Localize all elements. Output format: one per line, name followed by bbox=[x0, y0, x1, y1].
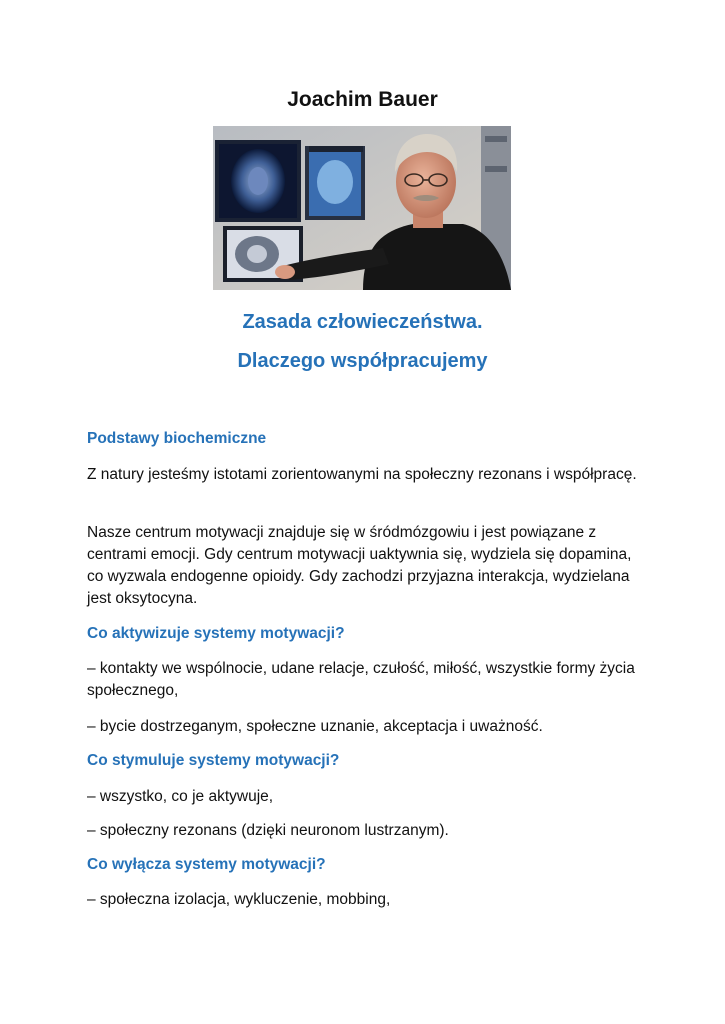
author-photo bbox=[213, 126, 511, 290]
paragraph-biochem-2: Nasze centrum motywacji znajduje się w śródmózgowiu i jest powiązane z centrami emocji. Gdy centrum motywacji uaktywnia się, wydziela się dopamina, co wyzwala endogenne opioidy. Gdy zachodzi przyjazna interakcja, wydzielana jest oksytocyna. bbox=[87, 524, 632, 607]
title-line-1: Zasada człowieczeństwa. bbox=[242, 311, 483, 333]
list-item-disables-1: – społeczna izolacja, wykluczenie, mobbing, bbox=[87, 891, 391, 908]
title-line-2: Dlaczego współpracujemy bbox=[237, 350, 488, 372]
heading-disables: Co wyłącza systemy motywacji? bbox=[87, 856, 326, 873]
list-item-activates-2: – bycie dostrzeganym, społeczne uznanie, akceptacja i uważność. bbox=[87, 718, 543, 735]
heading-biochem: Podstawy biochemiczne bbox=[87, 430, 267, 447]
list-item-stimulates-1: – wszystko, co je aktywuje, bbox=[87, 788, 274, 805]
list-item-activates-1: – kontakty we wspólnocie, udane relacje, czułość, miłość, wszystkie formy życia społecznego, bbox=[87, 660, 635, 699]
paragraph-biochem-1: Z natury jesteśmy istotami zorientowanymi na społeczny rezonans i współpracę. bbox=[87, 466, 637, 483]
author-name: Joachim Bauer bbox=[287, 88, 438, 111]
heading-stimulates: Co stymuluje systemy motywacji? bbox=[87, 752, 340, 769]
heading-activates: Co aktywizuje systemy motywacji? bbox=[87, 625, 345, 642]
list-item-stimulates-2: – społeczny rezonans (dzięki neuronom lustrzanym). bbox=[87, 822, 449, 839]
